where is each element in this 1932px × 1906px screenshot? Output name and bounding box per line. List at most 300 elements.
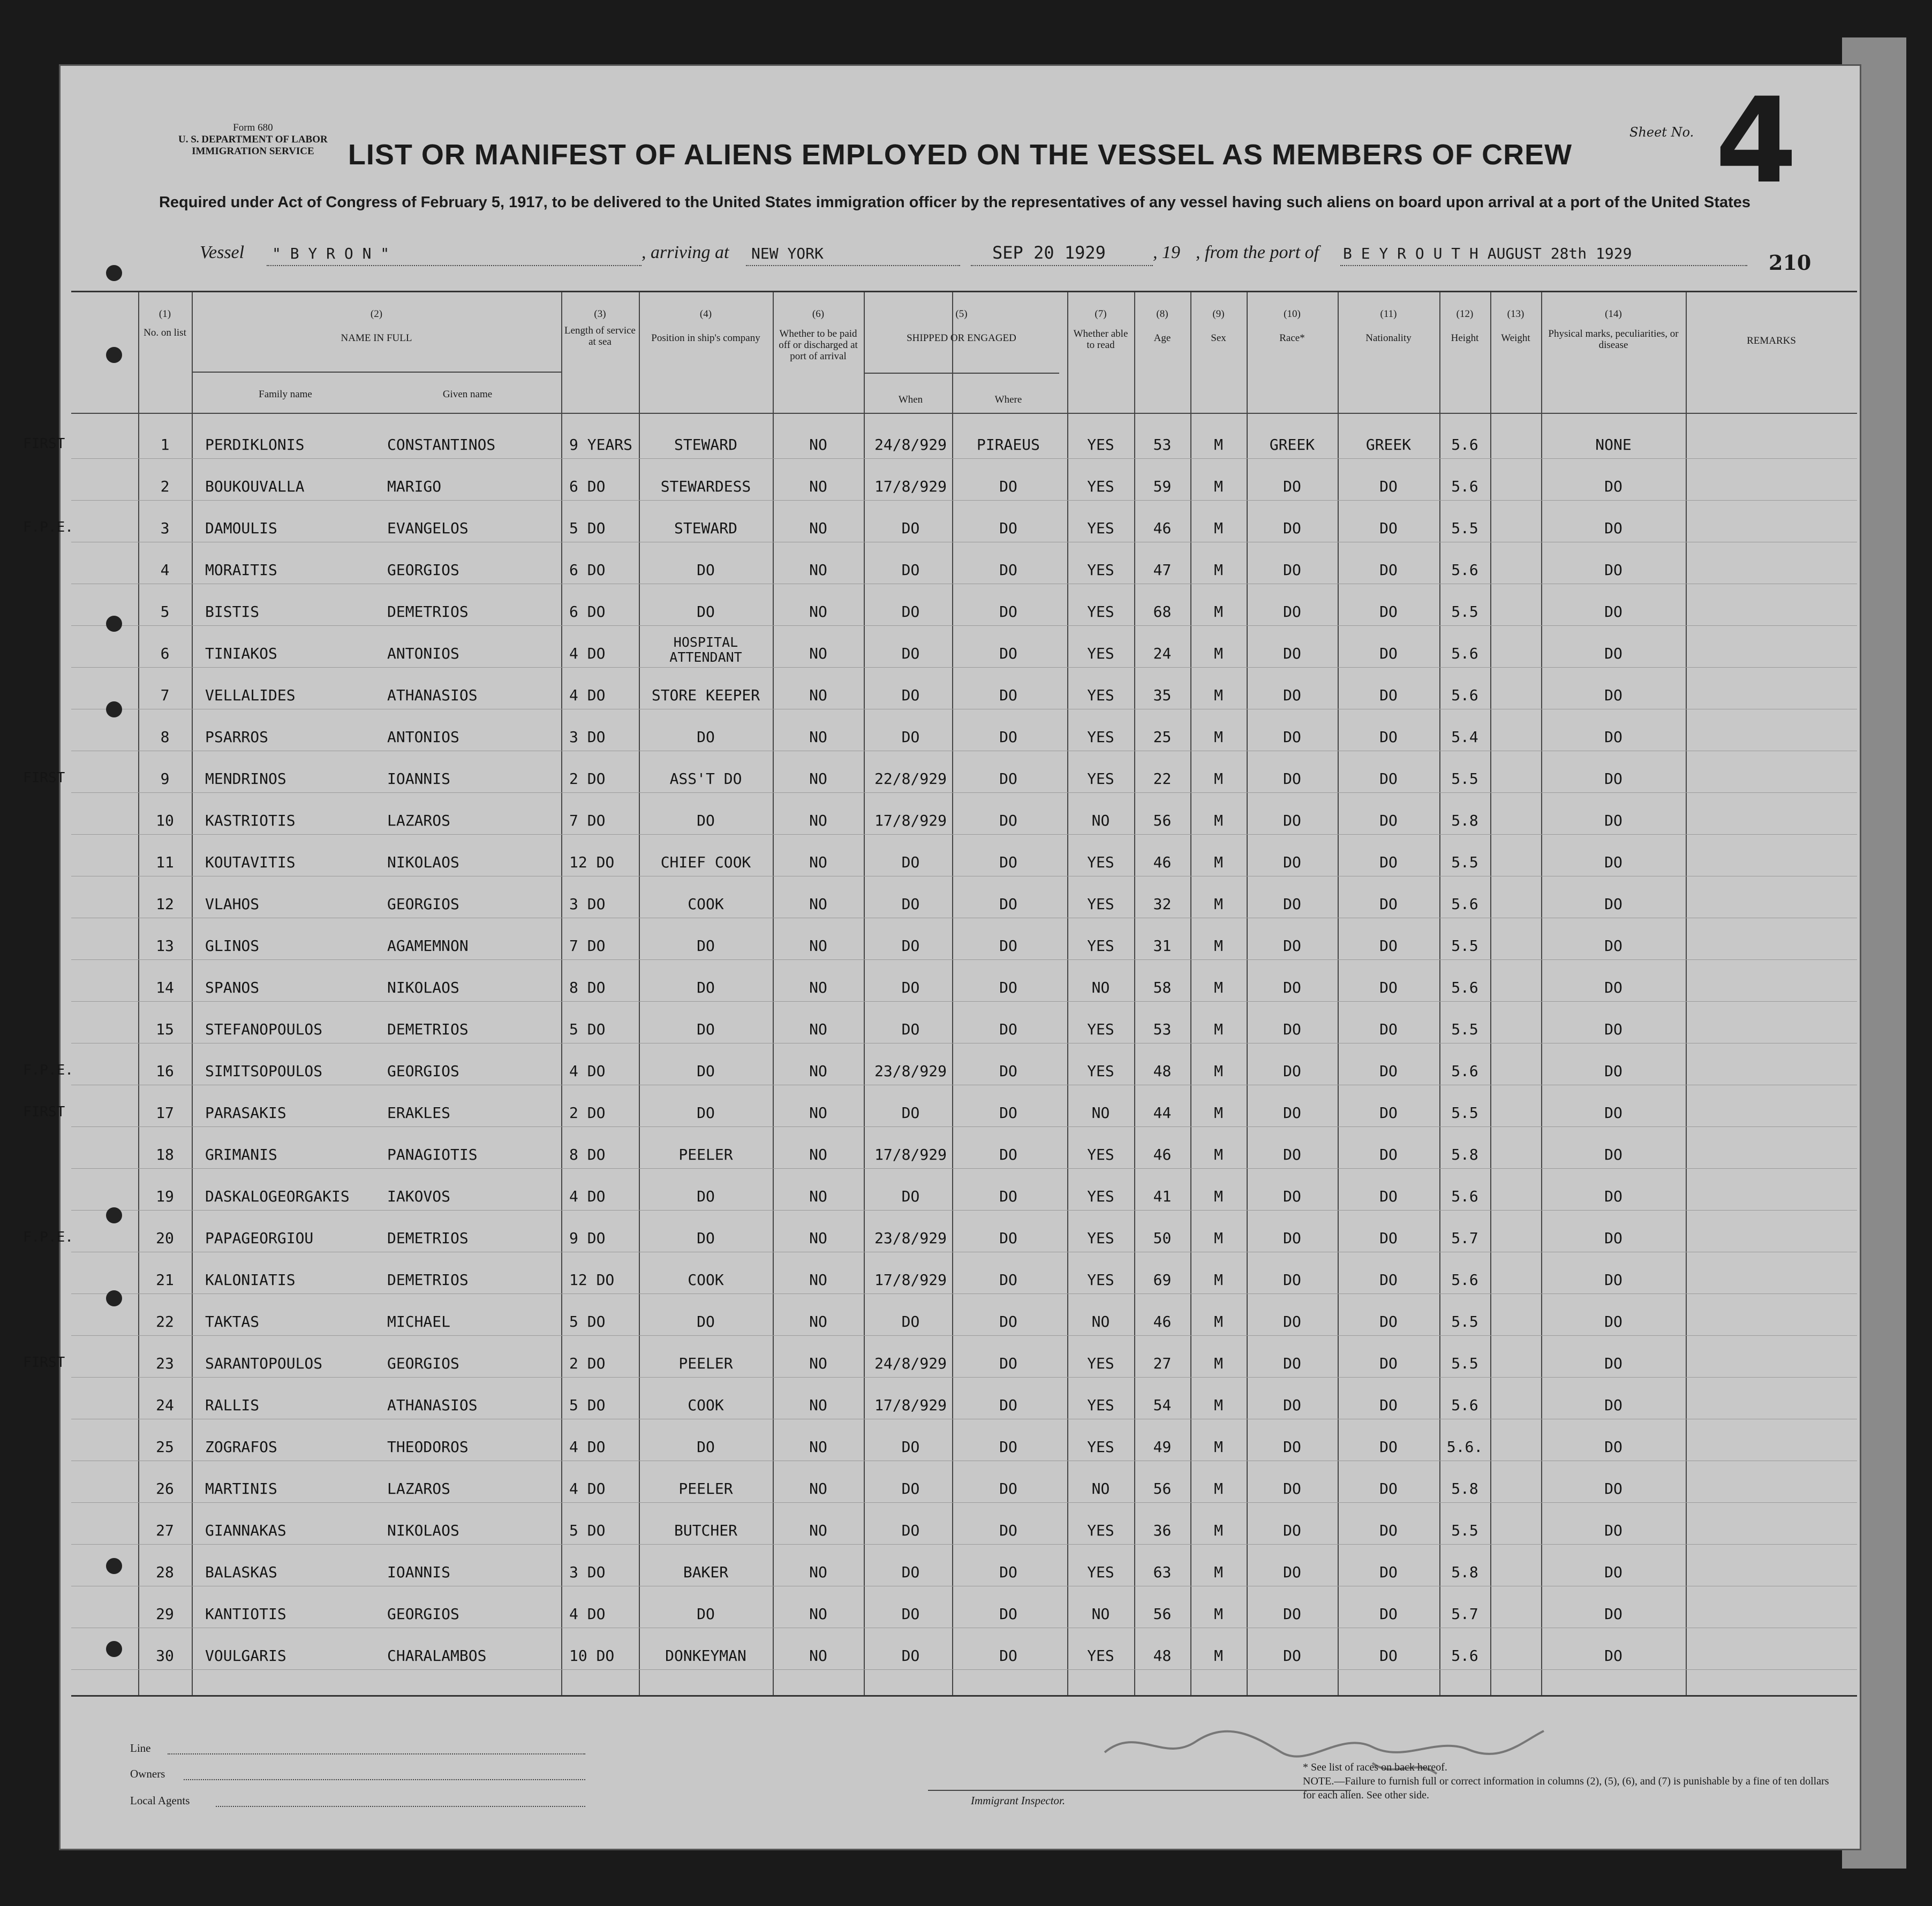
cell-sex: M (1214, 1438, 1223, 1456)
cell-when: DO (901, 979, 920, 996)
cell-age: 69 (1153, 1271, 1172, 1289)
cell-no: 29 (156, 1605, 174, 1623)
cell-marks: DO (1604, 686, 1622, 704)
cell-paid-off: NO (809, 1271, 827, 1289)
col1-header: (1) No. on list (144, 308, 186, 338)
row-rule (71, 1669, 1857, 1670)
cell-family: MORAITIS (205, 561, 277, 579)
where-header: Where (994, 394, 1022, 405)
cell-no: 16 (156, 1062, 174, 1080)
arrival-date-rule (971, 265, 1153, 266)
cell-age: 41 (1153, 1188, 1172, 1205)
departure-port: B E Y R O U T H AUGUST 28th 1929 (1343, 245, 1632, 262)
cell-marks: DO (1604, 728, 1622, 746)
cell-race: DO (1283, 1271, 1301, 1289)
cell-service: 4 DO (569, 1188, 606, 1205)
cell-margin: FIRST (23, 770, 65, 786)
cell-marks: DO (1604, 937, 1622, 955)
cell-paid-off: NO (809, 895, 827, 913)
cell-read: YES (1087, 1020, 1114, 1038)
cell-marks: DO (1604, 1229, 1622, 1247)
cell-sex: M (1214, 937, 1223, 955)
arrival-date-stamp: SEP 20 1929 (992, 243, 1106, 263)
row-rule (71, 792, 1857, 793)
cell-read: YES (1087, 645, 1114, 662)
cell-paid-off: NO (809, 1647, 827, 1665)
binder-hole (106, 1290, 122, 1306)
cell-sex: M (1214, 436, 1223, 453)
cell-marks: DO (1604, 645, 1622, 662)
cell-service: 9 DO (569, 1229, 606, 1247)
cell-no: 27 (156, 1522, 174, 1539)
cell-race: DO (1283, 1647, 1301, 1665)
cell-when: DO (901, 853, 920, 871)
cell-race: DO (1283, 1313, 1301, 1330)
cell-marks: DO (1604, 812, 1622, 829)
cell-no: 13 (156, 937, 174, 955)
cell-age: 54 (1153, 1396, 1172, 1414)
cell-race: DO (1283, 519, 1301, 537)
cell-no: 21 (156, 1271, 174, 1289)
binder-hole (106, 347, 122, 363)
cell-no: 25 (156, 1438, 174, 1456)
cell-family: PARASAKIS (205, 1104, 286, 1122)
cell-given: ERAKLES (387, 1104, 451, 1122)
cell-position: STEWARDESS (660, 478, 751, 495)
binder-hole (106, 1207, 122, 1223)
cell-service: 10 DO (569, 1647, 615, 1665)
cell-marks: DO (1604, 1355, 1622, 1372)
cell-marks: DO (1604, 1522, 1622, 1539)
cell-paid-off: NO (809, 1020, 827, 1038)
cell-no: 18 (156, 1146, 174, 1163)
cell-age: 35 (1153, 686, 1172, 704)
cell-height: 5.4 (1451, 728, 1478, 746)
cell-given: IAKOVOS (387, 1188, 451, 1205)
cell-height: 5.7 (1451, 1605, 1478, 1623)
cell-height: 5.6. (1446, 1438, 1483, 1456)
cell-height: 5.6 (1451, 979, 1478, 996)
cell-read: NO (1091, 1104, 1110, 1122)
cell-when: 22/8/929 (874, 770, 947, 788)
cell-when: 17/8/929 (874, 812, 947, 829)
cell-age: 48 (1153, 1062, 1172, 1080)
cell-given: GEORGIOS (387, 1355, 459, 1372)
cell-race: DO (1283, 1522, 1301, 1539)
cell-paid-off: NO (809, 1396, 827, 1414)
cell-position: STEWARD (674, 519, 737, 537)
cell-when: DO (901, 519, 920, 537)
cell-read: YES (1087, 1062, 1114, 1080)
cell-when: DO (901, 561, 920, 579)
cell-marks: DO (1604, 561, 1622, 579)
vessel-line (200, 243, 244, 263)
agents-label: Local Agents (130, 1794, 190, 1807)
cell-read: YES (1087, 895, 1114, 913)
arrival-port-rule (746, 265, 960, 266)
cell-read: YES (1087, 853, 1114, 871)
cell-family: PAPAGEORGIOU (205, 1229, 314, 1247)
cell-family: PSARROS (205, 728, 269, 746)
cell-margin: F.P.E. (23, 519, 73, 535)
cell-service: 4 DO (569, 1480, 606, 1497)
cell-height: 5.6 (1451, 686, 1478, 704)
cell-age: 46 (1153, 519, 1172, 537)
cell-age: 56 (1153, 1480, 1172, 1497)
col10-header: (10) Race* (1279, 308, 1305, 344)
cell-height: 5.6 (1451, 1062, 1478, 1080)
cell-age: 24 (1153, 645, 1172, 662)
cell-nat: GREEK (1365, 436, 1412, 453)
col2-header: (2) NAME IN FULL (341, 308, 412, 344)
cell-sex: M (1214, 561, 1223, 579)
cell-read: YES (1087, 1396, 1114, 1414)
cell-marks: DO (1604, 1647, 1622, 1665)
cell-service: 8 DO (569, 979, 606, 996)
cell-sex: M (1214, 895, 1223, 913)
arriving-label: , arriving at (642, 243, 729, 262)
cell-position: ASS'T DO (669, 770, 742, 788)
cell-age: 59 (1153, 478, 1172, 495)
row-rule (71, 959, 1857, 960)
cell-where: DO (999, 1522, 1017, 1539)
cell-family: GLINOS (205, 937, 260, 955)
row-rule (71, 1126, 1857, 1127)
col-divider (1686, 292, 1687, 1695)
document-subtitle: Required under Act of Congress of February 5, 1917, to be delivered to the United States immigration officer by the representatives of any vessel having such aliens on board upon arrival at a port of the United States (159, 194, 1751, 211)
cell-race: DO (1283, 1188, 1301, 1205)
col5-header: (5) SHIPPED OR ENGAGED (907, 308, 1016, 344)
cell-height: 5.8 (1451, 812, 1478, 829)
cell-paid-off: NO (809, 1313, 827, 1330)
cell-where: DO (999, 937, 1017, 955)
cell-race: DO (1283, 1438, 1301, 1456)
cell-age: 46 (1153, 853, 1172, 871)
cell-given: GEORGIOS (387, 561, 459, 579)
col4-header: (4) Position in ship's company (651, 308, 760, 344)
cell-marks: DO (1604, 853, 1622, 871)
cell-no: 5 (160, 603, 170, 621)
cell-sex: M (1214, 1146, 1223, 1163)
cell-height: 5.8 (1451, 1563, 1478, 1581)
col7-header: (7) Whether able to read (1073, 308, 1128, 351)
cell-given: NIKOLAOS (387, 979, 459, 996)
cell-nat: DO (1379, 979, 1398, 996)
cell-read: YES (1087, 937, 1114, 955)
cell-service: 3 DO (569, 895, 606, 913)
cell-family: SPANOS (205, 979, 260, 996)
cell-race: DO (1283, 1480, 1301, 1497)
document-title: LIST OR MANIFEST OF ALIENS EMPLOYED ON THE VESSEL AS MEMBERS OF CREW (348, 139, 1573, 171)
row-rule (71, 667, 1857, 668)
cell-no: 30 (156, 1647, 174, 1665)
cell-service: 6 DO (569, 561, 606, 579)
cell-when: DO (901, 1647, 920, 1665)
cell-when: 23/8/929 (874, 1062, 947, 1080)
cell-service: 4 DO (569, 1062, 606, 1080)
sheet-number: 4 (1715, 72, 1798, 209)
cell-family: VLAHOS (205, 895, 260, 913)
cell-when: 17/8/929 (874, 1396, 947, 1414)
cell-family: MENDRINOS (205, 770, 286, 788)
cell-age: 36 (1153, 1522, 1172, 1539)
cell-age: 68 (1153, 603, 1172, 621)
cell-read: YES (1087, 1438, 1114, 1456)
cell-where: DO (999, 1313, 1017, 1330)
cell-nat: DO (1379, 1146, 1398, 1163)
cell-given: CHARALAMBOS (387, 1647, 487, 1665)
cell-where: DO (999, 686, 1017, 704)
cell-sex: M (1214, 1104, 1223, 1122)
cell-paid-off: NO (809, 1438, 827, 1456)
cell-height: 5.6 (1451, 1396, 1478, 1414)
cell-paid-off: NO (809, 979, 827, 996)
cell-when: DO (901, 1438, 920, 1456)
cell-paid-off: NO (809, 645, 827, 662)
cell-age: 63 (1153, 1563, 1172, 1581)
cell-marks: DO (1604, 1020, 1622, 1038)
binder-hole (106, 265, 122, 281)
cell-no: 28 (156, 1563, 174, 1581)
cell-no: 12 (156, 895, 174, 913)
cell-family: RALLIS (205, 1396, 260, 1414)
cell-no: 4 (160, 561, 170, 579)
cell-paid-off: NO (809, 1522, 827, 1539)
cell-nat: DO (1379, 1396, 1398, 1414)
departure-port-rule (1340, 265, 1747, 266)
cell-where: DO (999, 519, 1017, 537)
col12-header: (12) Height (1451, 308, 1479, 344)
cell-marks: DO (1604, 1271, 1622, 1289)
cell-position: DO (697, 1188, 715, 1205)
header-bottom-rule (71, 413, 1857, 414)
manifest-sheet (23, 64, 1861, 1850)
cell-sex: M (1214, 1062, 1223, 1080)
cell-where: DO (999, 1020, 1017, 1038)
binder-hole (106, 1641, 122, 1657)
cell-family: STEFANOPOULOS (205, 1020, 323, 1038)
cell-sex: M (1214, 1480, 1223, 1497)
cell-height: 5.5 (1451, 937, 1478, 955)
cell-service: 5 DO (569, 1313, 606, 1330)
cell-marks: DO (1604, 1313, 1622, 1330)
cell-race: DO (1283, 1396, 1301, 1414)
sheet-number-label: Sheet No. (1629, 125, 1694, 140)
cell-paid-off: NO (809, 478, 827, 495)
cell-position: DO (697, 561, 715, 579)
cell-nat: DO (1379, 895, 1398, 913)
cell-paid-off: NO (809, 812, 827, 829)
cell-age: 31 (1153, 937, 1172, 955)
cell-age: 27 (1153, 1355, 1172, 1372)
cell-no: 3 (160, 519, 170, 537)
cell-no: 14 (156, 979, 174, 996)
cell-race: DO (1283, 686, 1301, 704)
cell-when: DO (901, 686, 920, 704)
cell-height: 5.5 (1451, 1313, 1478, 1330)
cell-sex: M (1214, 1522, 1223, 1539)
cell-marks: DO (1604, 895, 1622, 913)
cell-age: 32 (1153, 895, 1172, 913)
cell-height: 5.6 (1451, 1188, 1478, 1205)
cell-position: DO (697, 603, 715, 621)
cell-given: NIKOLAOS (387, 1522, 459, 1539)
cell-position: DO (697, 1020, 715, 1038)
cell-position: DO (697, 1229, 715, 1247)
cell-age: 22 (1153, 770, 1172, 788)
cell-read: NO (1091, 1313, 1110, 1330)
inspector-rule (928, 1790, 1351, 1791)
cell-sex: M (1214, 1605, 1223, 1623)
cell-paid-off: NO (809, 1229, 827, 1247)
cell-margin: FIRST (23, 1355, 65, 1371)
cell-where: DO (999, 1229, 1017, 1247)
cell-race: DO (1283, 895, 1301, 913)
cell-read: YES (1087, 1229, 1114, 1247)
cell-where: DO (999, 603, 1017, 621)
cell-position: BUTCHER (674, 1522, 737, 1539)
binder-hole (106, 616, 122, 632)
cell-position: STORE KEEPER (651, 686, 760, 704)
cell-age: 53 (1153, 436, 1172, 453)
cell-family: BOUKOUVALLA (205, 478, 305, 495)
cell-family: KANTIOTIS (205, 1605, 286, 1623)
agents-rule (216, 1806, 585, 1807)
cell-family: GRIMANIS (205, 1146, 277, 1163)
cell-paid-off: NO (809, 853, 827, 871)
cell-paid-off: NO (809, 561, 827, 579)
cell-no: 11 (156, 853, 174, 871)
cell-service: 4 DO (569, 1605, 606, 1623)
cell-age: 53 (1153, 1020, 1172, 1038)
cell-marks: NONE (1595, 436, 1632, 453)
cell-no: 19 (156, 1188, 174, 1205)
cell-race: DO (1283, 1146, 1301, 1163)
cell-position: DONKEYMAN (665, 1647, 746, 1665)
cell-height: 5.6 (1451, 895, 1478, 913)
cell-when: DO (901, 1605, 920, 1623)
cell-sex: M (1214, 812, 1223, 829)
owners-rule (184, 1779, 585, 1780)
col-divider (561, 292, 562, 1695)
cell-nat: DO (1379, 1647, 1398, 1665)
cell-height: 5.8 (1451, 1146, 1478, 1163)
cell-where: DO (999, 1396, 1017, 1414)
cell-position: DO (697, 1313, 715, 1330)
cell-height: 5.8 (1451, 1480, 1478, 1497)
cell-age: 25 (1153, 728, 1172, 746)
cell-race: GREEK (1269, 436, 1315, 453)
cell-service: 12 DO (569, 853, 615, 871)
cell-read: YES (1087, 1563, 1114, 1581)
cell-age: 47 (1153, 561, 1172, 579)
cell-no: 24 (156, 1396, 174, 1414)
form-number: Form 680 U. S. DEPARTMENT OF LABOR IMMIGRATION SERVICE (178, 122, 328, 157)
cell-position: DO (697, 1438, 715, 1456)
cell-race: DO (1283, 1563, 1301, 1581)
cell-family: TINIAKOS (205, 645, 277, 662)
cell-given: MICHAEL (387, 1313, 451, 1330)
cell-sex: M (1214, 1355, 1223, 1372)
cell-age: 48 (1153, 1647, 1172, 1665)
cell-when: 17/8/929 (874, 478, 947, 495)
cell-given: GEORGIOS (387, 1062, 459, 1080)
cell-where: DO (999, 561, 1017, 579)
cell-age: 46 (1153, 1146, 1172, 1163)
cell-given: ANTONIOS (387, 645, 459, 662)
row-rule (71, 1210, 1857, 1211)
cell-when: DO (901, 1020, 920, 1038)
cell-given: LAZAROS (387, 1480, 451, 1497)
cell-read: YES (1087, 603, 1114, 621)
cell-no: 23 (156, 1355, 174, 1372)
cell-sex: M (1214, 1020, 1223, 1038)
cell-no: 1 (160, 436, 170, 453)
cell-when: DO (901, 895, 920, 913)
cell-family: MARTINIS (205, 1480, 277, 1497)
cell-when: 23/8/929 (874, 1229, 947, 1247)
cell-where: DO (999, 979, 1017, 996)
cell-age: 46 (1153, 1313, 1172, 1330)
cell-where: PIRAEUS (976, 436, 1040, 453)
cell-race: DO (1283, 478, 1301, 495)
cell-service: 2 DO (569, 1355, 606, 1372)
cell-position: PEELER (678, 1146, 733, 1163)
cell-marks: DO (1604, 979, 1622, 996)
cell-height: 5.6 (1451, 1647, 1478, 1665)
cell-marks: DO (1604, 770, 1622, 788)
cell-marks: DO (1604, 478, 1622, 495)
cell-position: DO (697, 728, 715, 746)
cell-family: DAMOULIS (205, 519, 277, 537)
cell-given: PANAGIOTIS (387, 1146, 478, 1163)
name-subheader-rule (192, 372, 561, 373)
cell-family: KALONIATIS (205, 1271, 296, 1289)
cell-service: 5 DO (569, 1522, 606, 1539)
cell-sex: M (1214, 853, 1223, 871)
cell-sex: M (1214, 770, 1223, 788)
col15-header: REMARKS (1747, 335, 1796, 346)
cell-nat: DO (1379, 1563, 1398, 1581)
cell-sex: M (1214, 519, 1223, 537)
cell-paid-off: NO (809, 1355, 827, 1372)
cell-position: DO (697, 937, 715, 955)
cell-family: KASTRIOTIS (205, 812, 296, 829)
inspector-label: Immigrant Inspector. (971, 1794, 1066, 1807)
cell-given: IOANNIS (387, 1563, 451, 1581)
cell-family: ZOGRAFOS (205, 1438, 277, 1456)
cell-sex: M (1214, 1229, 1223, 1247)
cell-nat: DO (1379, 1355, 1398, 1372)
cell-paid-off: NO (809, 1480, 827, 1497)
row-rule (71, 1502, 1857, 1503)
cell-service: 6 DO (569, 603, 606, 621)
cell-where: DO (999, 1355, 1017, 1372)
cell-nat: DO (1379, 1062, 1398, 1080)
from-port-label: , from the port of (1196, 243, 1319, 262)
cell-position: DO (697, 1062, 715, 1080)
cell-race: DO (1283, 770, 1301, 788)
cell-margin: FIRST (23, 436, 65, 452)
cell-height: 5.5 (1451, 770, 1478, 788)
cell-race: DO (1283, 979, 1301, 996)
cell-sex: M (1214, 1563, 1223, 1581)
cell-marks: DO (1604, 1605, 1622, 1623)
row-rule (71, 1335, 1857, 1336)
cell-no: 26 (156, 1480, 174, 1497)
cell-race: DO (1283, 728, 1301, 746)
row-rule (71, 1001, 1857, 1002)
